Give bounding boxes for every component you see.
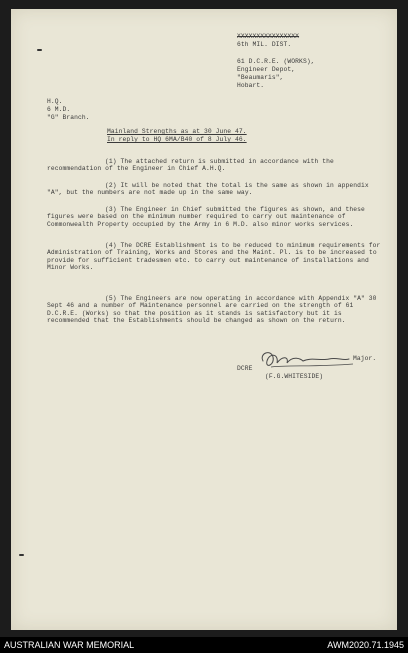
punch-mark [37, 49, 42, 51]
header-district: 6th MIL. DIST. [237, 41, 292, 48]
signature-rank: Major. [353, 355, 377, 362]
paragraph-3: (3) The Engineer in Chief submitted the figures as shown, and these figures were based on the minimum number required to carry out maintenance of Commonwealth Property occupied by the Army in 6 M.D. also minor works services. [47, 206, 365, 228]
signature-title: DCRE [237, 365, 253, 372]
punch-mark [19, 554, 24, 556]
handwritten-signature [257, 347, 357, 373]
header-unit: 61 D.C.R.E. (WORKS), [237, 58, 315, 65]
header-city: Hobart. [237, 82, 265, 89]
paragraph-1: (1) The attached return is submitted in accordance with the recommendation of the Engineer in Chief A.H.Q. [47, 158, 334, 173]
document-page [11, 9, 397, 630]
footer-accession-number: AWM2020.71.1945 [327, 640, 404, 650]
archive-footer [0, 637, 408, 653]
header-struck-line: XXXXXXXXXXXXXXXX [237, 33, 300, 40]
addressee-md: 6 M.D. [47, 106, 71, 113]
header-location: "Beaumaris", [237, 74, 284, 81]
subject-line: Mainland Strengths as at 30 June 47. [107, 128, 247, 135]
addressee-branch: "G" Branch. [47, 114, 90, 121]
paragraph-2: (2) It will be noted that the total is the same as shown in appendix "A", but the numbers are not made up in the same way. [47, 182, 369, 197]
paragraph-5: (5) The Engineers are now operating in accordance with Appendix "A" 30 Sept 46 and a number of Maintenance personnel are carried on the strength of 61 D.C.R.E. (Works) so that the position as it stands is satisfactory but it is recommended that the Establishments should be changed as shown on the return. [47, 295, 377, 325]
footer-institution: AUSTRALIAN WAR MEMORIAL [4, 640, 135, 650]
signature-name: (F.G.WHITESIDE) [265, 373, 324, 380]
addressee-hq: H.Q. [47, 98, 63, 105]
paragraph-4: (4) The DCRE Establishment is to be reduced to minimum requirements for Administration of Training, Works and Stores and the Maint. Pl. is to be increased to provide for sufficient tradesmen etc. to carry out maintenance of installations and Minor Works. [47, 242, 381, 272]
subject-reference: In reply to HQ 6MA/B40 of 8 July 46. [107, 136, 247, 143]
header-depot: Engineer Depot, [237, 66, 296, 73]
